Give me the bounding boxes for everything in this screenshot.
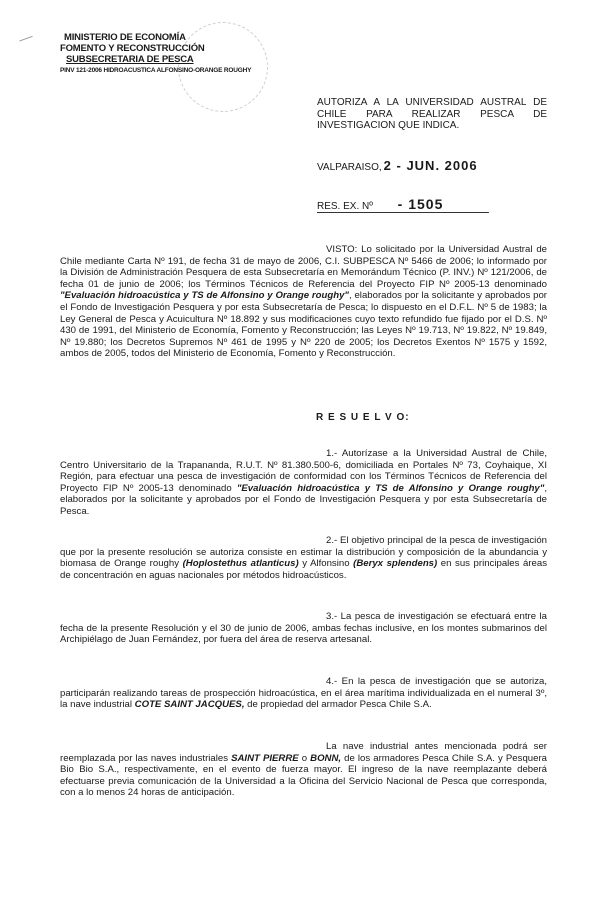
replacement-ship-2: BONN,	[310, 752, 342, 764]
paragraph-2	[60, 535, 547, 581]
project-title: "Evaluación hidroacústica y TS de Alfonsino y Orange roughy"	[60, 290, 349, 302]
species-1: (Hoplostethus atlanticus)	[182, 558, 299, 570]
visto-text-tail: , elaborados por la solicitante y aprobados por el Fondo de Investigación Pesquera y por esta Subsecretaría de Pesca; lo dispuesto en el D.F.L. Nº 5 de 1983; la Ley General de Pesca y Acuicultura Nº 18.892 y sus modificaciones cuyo texto refundido fue fijado por el D.S. Nº 430 de 1991, del Ministerio de Economía, Fomento y Reconstrucción; las Leyes Nº 19.713, Nº 19.822, Nº 19.849, Nº 19.880; los Decretos Supremos Nº 461 de 1995 y Nº 220 de 2005; los Decretos Exentos Nº 1575 y 1592, ambos de 2005, todos del Ministerio de Economía, Fomento y Reconstrucción.	[60, 290, 547, 360]
species-2: (Beryx splendens)	[353, 558, 438, 570]
paragraph-1-tail: , elaborados por la solicitante y aprobados por el Fondo de Investigación Pesquera y por esta Subsecretaría de Pesca.	[60, 482, 547, 517]
ministry-line-1: MINISTERIO DE ECONOMÍA	[64, 32, 186, 43]
paragraph-5-tail: de los armadores Pesca Chile S.A. y Pesquera Bio Bio S.A., respectivamente, en el evento de fuerza mayor. El ingreso de la nave reemplazante deberá efectuarse previa comunicación de la Universidad a la Oficina del Servicio Nacional de Pesca que corresponda, con a lo menos 24 horas de anticipación.	[60, 752, 547, 799]
file-reference: PINV 121-2006 HIDROACUSTICA ALFONSINO-ORANGE ROUGHY	[60, 67, 252, 74]
resolution-number	[317, 196, 489, 213]
paragraph-5-mid: o	[298, 752, 311, 764]
place-date	[317, 158, 478, 173]
paragraph-4-tail: de propiedad del armador Pesca Chile S.A.	[244, 699, 432, 711]
place: VALPARAISO,	[317, 162, 382, 173]
paragraph-2-text: 2.- El objetivo principal de la pesca de investigación que por la presente resolución se autoriza consiste en estimar la distribución y composición de la abundancia y biomasa de Orange roughy	[60, 535, 547, 570]
visto-paragraph	[60, 244, 547, 360]
date-stamp: 2 - JUN. 2006	[383, 158, 478, 173]
paragraph-2-mid: y Alfonsino	[298, 558, 354, 570]
resuelvo-heading: R E S U E L V O:	[316, 412, 410, 423]
paragraph-1	[60, 448, 547, 518]
ministry-line-2: FOMENTO Y RECONSTRUCCIÓN	[60, 43, 205, 54]
ship-name: COTE SAINT JACQUES,	[134, 699, 245, 711]
visto-text: VISTO: Lo solicitado por la Universidad Austral de Chile mediante Carta Nº 191, de fecha 31 de mayo de 2006, C.I. SUBPESCA Nº 5466 de 2006; lo informado por la División de Administración Pesquera de esta Subsecretaría en Memorándum Técnico (P. INV.) Nº 121/2006, de fecha 01 de junio de 2006; los Términos Técnicos de Referencia del Proyecto FIP Nº 2005-13 denominado	[60, 244, 547, 290]
resolution-value: - 1505	[397, 196, 444, 212]
paragraph-1-project: "Evaluación hidroacústica y TS de Alfonsino y Orange roughy"	[236, 482, 545, 494]
subject-title: AUTORIZA A LA UNIVERSIDAD AUSTRAL DE CHILE PARA REALIZAR PESCA DE INVESTIGACION QUE INDICA.	[317, 97, 547, 131]
paragraph-5-text: La nave industrial antes mencionada podrá ser reemplazada por las naves industriales	[60, 741, 547, 764]
signature-mark-icon	[19, 36, 35, 47]
resolution-label: RES. EX. Nº	[317, 201, 373, 212]
paragraph-3: 3.- La pesca de investigación se efectuará entre la fecha de la presente Resolución y el 30 de junio de 2006, ambas fechas inclusive, en los montes submarinos del Archipiélago de Juan Fernández, por fuera del área de reserva artesanal.	[60, 611, 547, 646]
replacement-ship-1: SAINT PIERRE	[231, 752, 299, 764]
paragraph-4	[60, 676, 547, 711]
ministry-line-3: SUBSECRETARIA DE PESCA	[66, 54, 194, 65]
paragraph-4-text: 4.- En la pesca de investigación que se autoriza, participarán realizando tareas de prospección hidroacústica, en el área marítima individualizada en el numeral 3º, la nave industrial	[60, 676, 547, 711]
paragraph-2-tail: en sus principales áreas de concentración en aguas nacionales por métodos hidroacústicos.	[60, 558, 547, 581]
official-seal-icon	[178, 22, 268, 112]
paragraph-5	[60, 741, 547, 799]
paragraph-1-text: 1.- Autorízase a la Universidad Austral de Chile, Centro Universitario de la Trapananda, R.U.T. Nº 81.380.500-6, domiciliada en Portales Nº 73, Coyhaique, XI Región, para efectuar una pesca de investigación de conformidad con los Términos Técnicos de Referencia del Proyecto FIP Nº 2005-13 denominado	[60, 448, 547, 494]
